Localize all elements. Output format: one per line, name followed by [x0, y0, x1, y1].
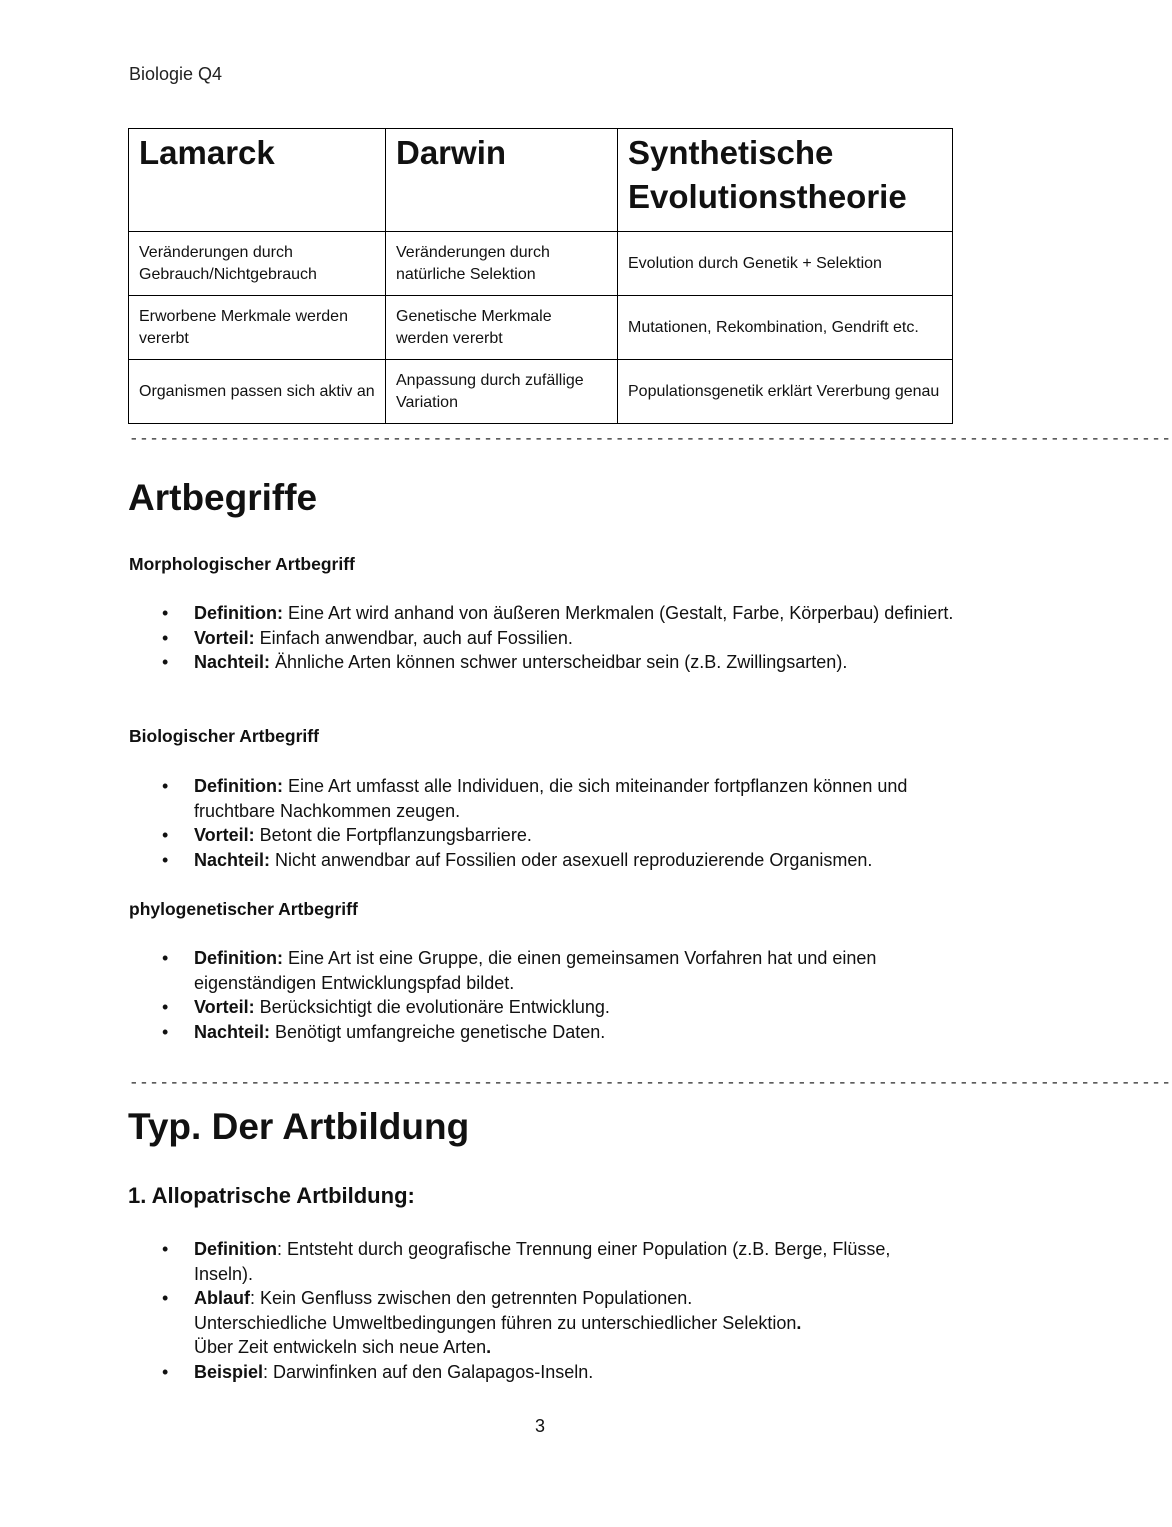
comparison-table	[128, 128, 953, 424]
list-item: • Definition: Eine Art ist eine Gruppe, die einen gemeinsamen Vorfahren hat und einen eigenständigen Entwicklungspfad bildet.	[162, 948, 877, 993]
table-header-darwin: Darwin	[386, 129, 618, 232]
list-item: • Vorteil: Einfach anwendbar, auch auf Fossilien.	[162, 627, 573, 648]
bullet-list	[162, 601, 954, 675]
dashed-divider: -------------------------------------------------------------------------------------------------------	[129, 1074, 1172, 1092]
section-title-artbegriffe: Artbegriffe	[128, 477, 318, 518]
table-row	[129, 296, 953, 360]
table-row	[129, 360, 953, 424]
table-cell: Genetische Merkmale werden vererbt	[386, 296, 618, 360]
list-item: • Vorteil: Betont die Fortpflanzungsbarriere.	[162, 825, 532, 845]
list-item: • Ablauf: Kein Genfluss zwischen den getrennten Populationen. Unterschiedliche Umweltbedingungen führen zu unterschiedlicher Selektion. Über Zeit entwickeln sich neue Arten.	[162, 1288, 802, 1357]
table-cell: Veränderungen durch natürliche Selektion	[386, 232, 618, 296]
list-item: • Vorteil: Berücksichtigt die evolutionäre Entwicklung.	[162, 997, 610, 1017]
table-cell: Mutationen, Rekombination, Gendrift etc.	[618, 296, 953, 360]
table-cell: Evolution durch Genetik + Selektion	[618, 232, 953, 296]
table-header-row	[129, 129, 953, 232]
list-item: • Definition: Entsteht durch geografische Trennung einer Population (z.B. Berge, Flüsse, Inseln).	[162, 1239, 891, 1284]
table-cell: Veränderungen durch Gebrauch/Nichtgebrauch	[129, 232, 386, 296]
table-cell: Anpassung durch zufällige Variation	[386, 360, 618, 424]
list-item: • Nachteil: Nicht anwendbar auf Fossilien oder asexuell reproduzierende Organismen.	[162, 849, 873, 870]
bullet-list	[162, 774, 954, 872]
bullet-list	[162, 1237, 954, 1384]
section-title-artbildung: Typ. Der Artbildung	[128, 1106, 470, 1147]
subsection-title: phylogenetischer Artbegriff	[129, 899, 358, 919]
table-row	[129, 232, 953, 296]
list-item: • Definition: Eine Art umfasst alle Individuen, die sich miteinander fortpflanzen können und fruchtbare Nachkommen zeugen.	[162, 776, 908, 821]
list-item: • Definition: Eine Art wird anhand von äußeren Merkmalen (Gestalt, Farbe, Körperbau) definiert.	[162, 603, 954, 623]
dashed-divider: -------------------------------------------------------------------------------------------------------	[129, 430, 1172, 448]
subsection-title: Morphologischer Artbegriff	[129, 554, 355, 574]
table-cell: Organismen passen sich aktiv an	[129, 360, 386, 424]
list-item: • Nachteil: Benötigt umfangreiche genetische Daten.	[162, 1021, 606, 1042]
table-cell: Populationsgenetik erklärt Vererbung genau	[618, 360, 953, 424]
bullet-list	[162, 946, 954, 1044]
table-header-lamarck: Lamarck	[129, 129, 386, 232]
page-number: 3	[534, 1416, 545, 1436]
table-cell: Erworbene Merkmale werden vererbt	[129, 296, 386, 360]
list-item: • Nachteil: Ähnliche Arten können schwer unterscheidbar sein (z.B. Zwillingsarten).	[162, 652, 848, 672]
page-header: Biologie Q4	[129, 64, 223, 84]
list-item: • Beispiel: Darwinfinken auf den Galapagos-Inseln.	[162, 1361, 594, 1382]
subsection-title-allopatrisch: 1. Allopatrische Artbildung:	[128, 1183, 415, 1208]
table-header-synthetische: Synthetische Evolutionstheorie	[618, 129, 953, 232]
subsection-title: Biologischer Artbegriff	[129, 726, 319, 746]
